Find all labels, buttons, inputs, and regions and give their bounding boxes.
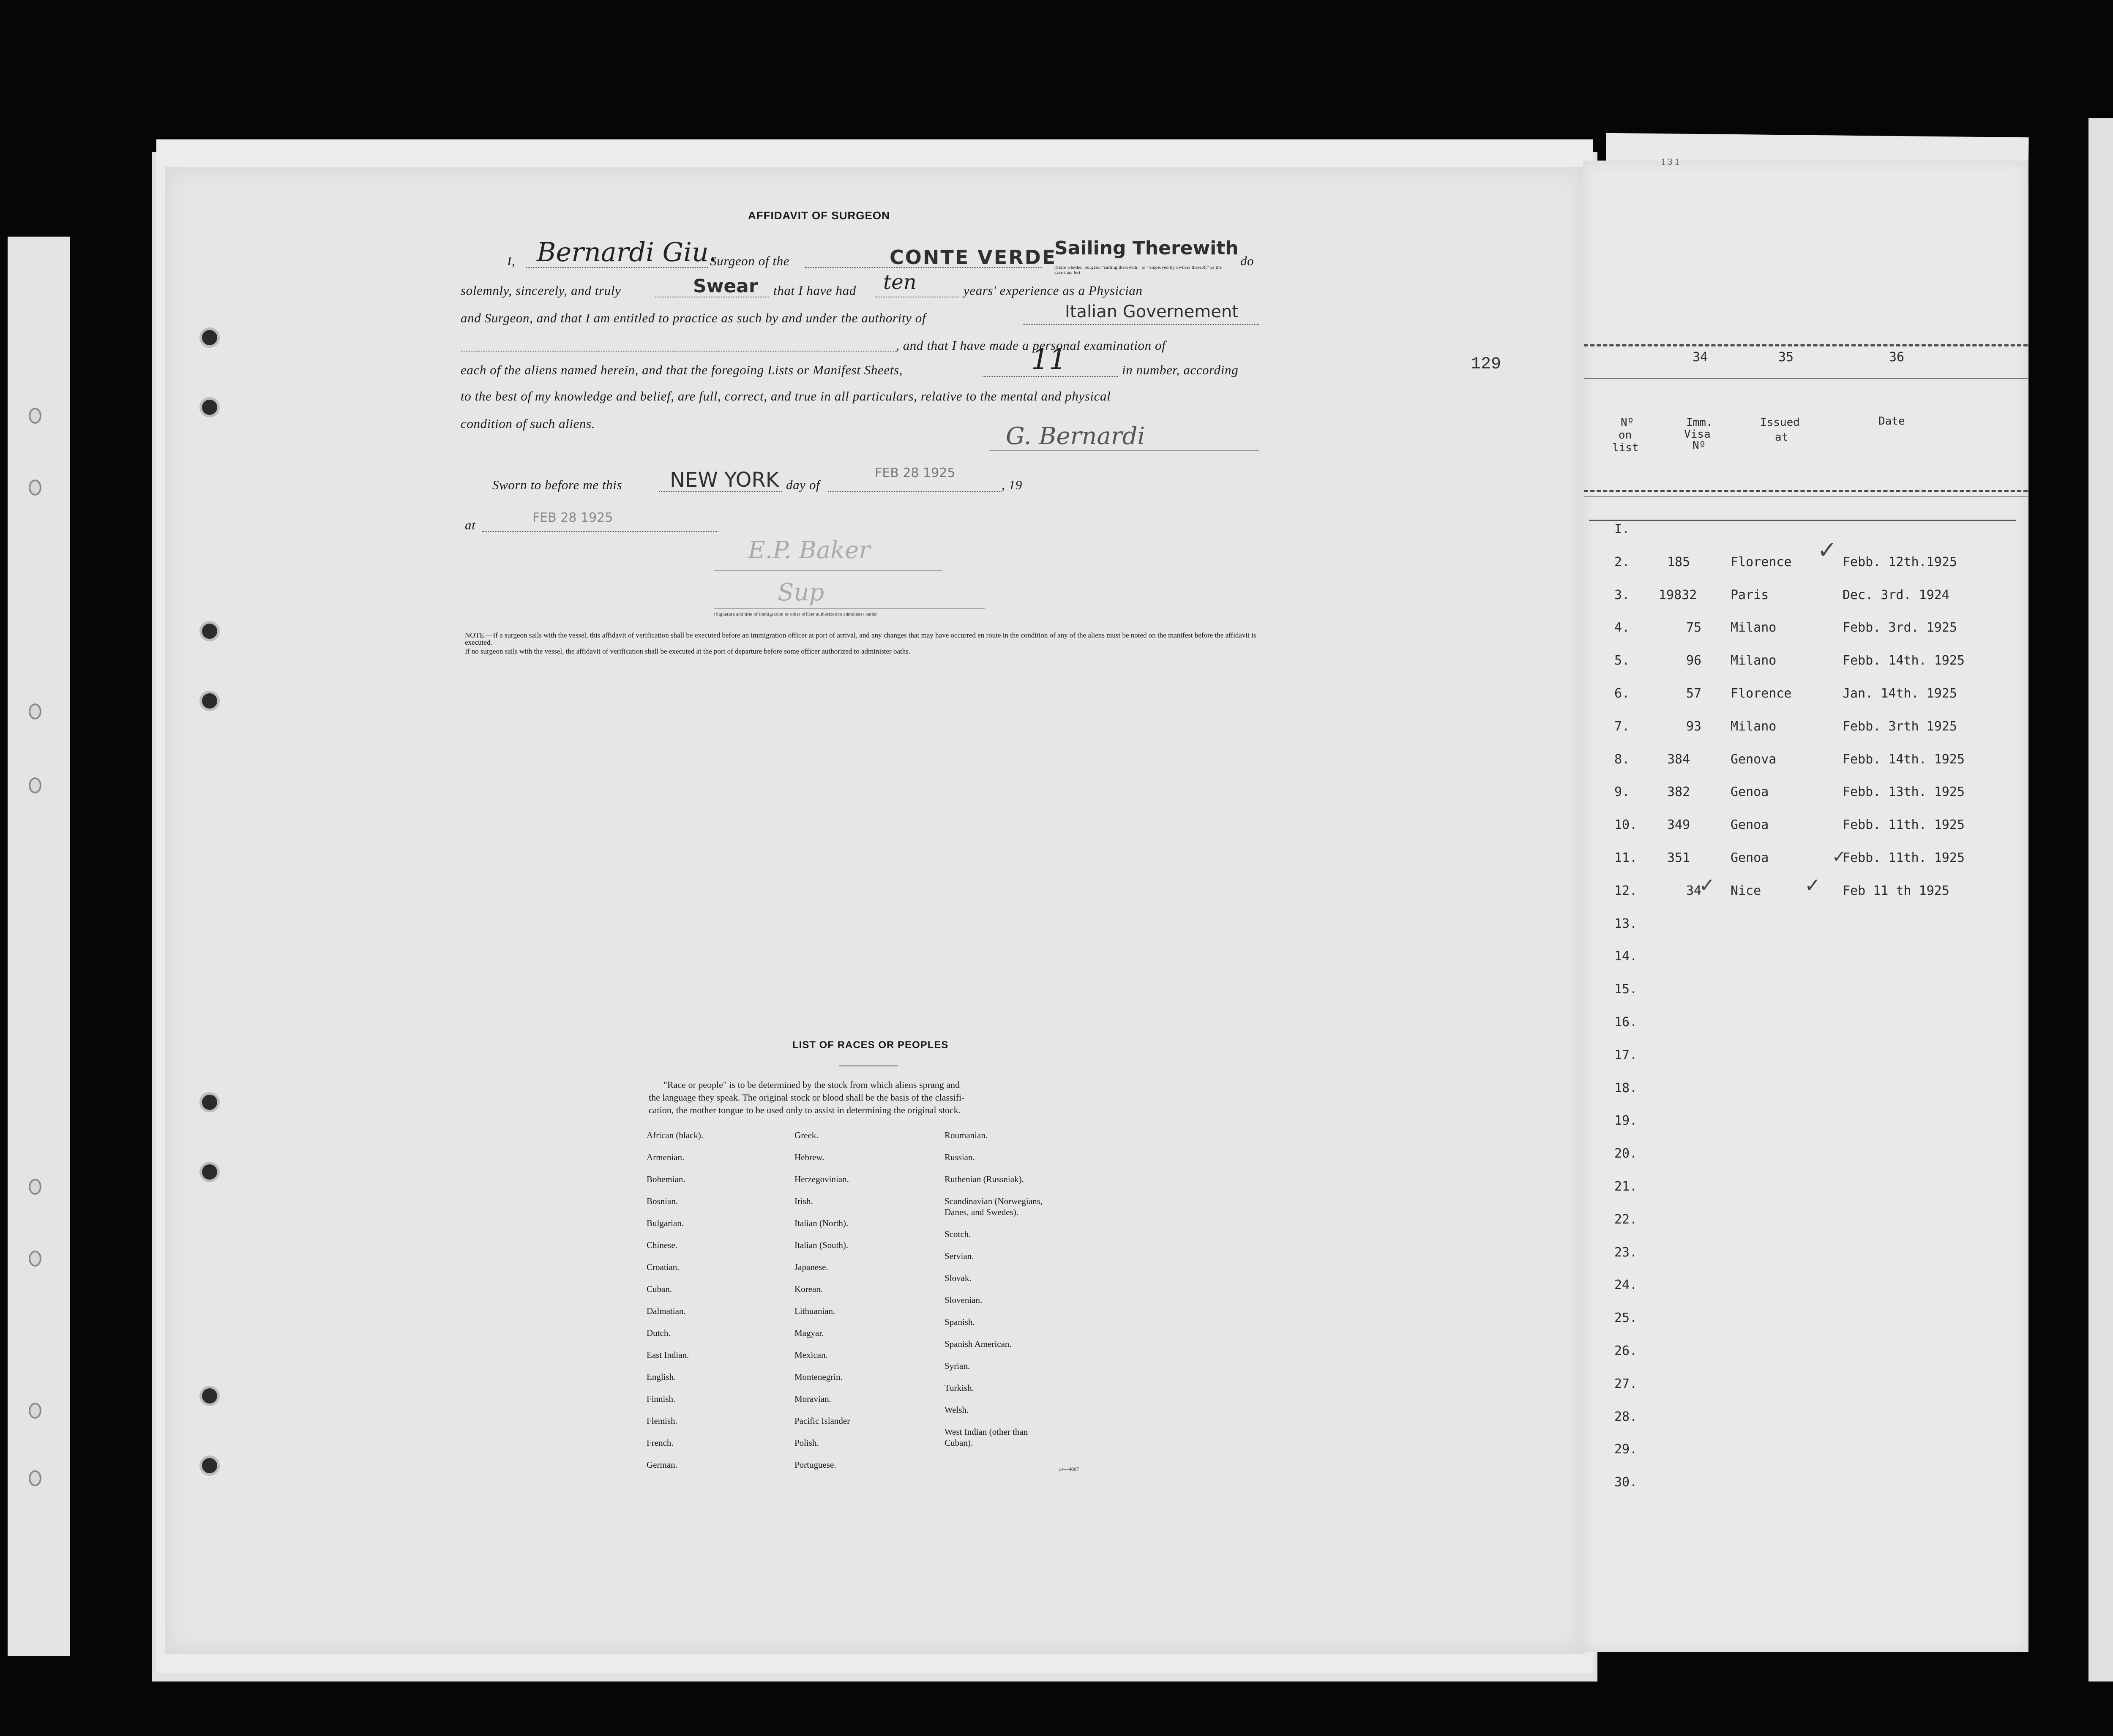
- race-entry: Slovak.: [945, 1273, 972, 1283]
- row-number: 30.: [1614, 1475, 1638, 1490]
- punch-hole: [199, 1455, 220, 1476]
- header-visa-line3: Nº: [1693, 439, 1706, 452]
- affidavit-note: NOTE.—If a surgeon sails with the vessel, this affidavit of verification shall be executed before an immigration officer at port of arrival, and any changes that may have occurred en route in the condition of any of the aliens must be noted on the manifest before the affidavit is executed.: [465, 631, 1256, 646]
- binder-hole: [29, 480, 41, 496]
- punch-hole: [199, 1386, 220, 1406]
- race-entry: Bulgarian.: [647, 1218, 684, 1228]
- race-entry: Pacific Islander: [794, 1416, 850, 1426]
- row-number: 28.: [1614, 1409, 1638, 1424]
- punch-hole: [199, 1092, 220, 1112]
- top-mark: 1 3 1: [1661, 156, 1679, 167]
- row-number: 25.: [1614, 1311, 1638, 1325]
- row-number: 8.: [1614, 752, 1630, 767]
- race-entry: Irish.: [794, 1196, 813, 1206]
- binder-hole: [29, 408, 41, 424]
- status-note: (State whether Surgeon "sailing therewith," or "employed by owners thereof," as the case may be): [1054, 265, 1222, 275]
- header-no-line1: Nº: [1621, 416, 1634, 429]
- header-visa-line1: Imm.: [1686, 416, 1713, 429]
- visa-number: 351: [1667, 850, 1690, 865]
- race-entry: Chinese.: [647, 1240, 677, 1250]
- race-entry: Bohemian.: [647, 1174, 685, 1184]
- row-number: 27.: [1614, 1376, 1638, 1391]
- visa-date: Febb. 14th. 1925: [1843, 653, 1965, 668]
- officer-caption: (Signature and title of immigration or other officer authorized to administer oaths): [714, 612, 878, 617]
- oath-type: Swear: [693, 275, 758, 297]
- visa-date: Jan. 14th. 1925: [1843, 686, 1957, 701]
- binder-hole: [29, 1179, 41, 1195]
- race-entry: Welsh.: [945, 1405, 969, 1415]
- affidavit-text: do: [1240, 253, 1254, 268]
- issued-at: Milano: [1731, 719, 1777, 734]
- row-number: 11.: [1614, 850, 1638, 865]
- row-number: 24.: [1614, 1278, 1638, 1292]
- race-entry: Spanish American.: [945, 1339, 1012, 1349]
- race-entry: Dutch.: [647, 1328, 671, 1338]
- visa-number: 185: [1667, 555, 1690, 570]
- visa-date: Febb. 12th.1925: [1843, 555, 1957, 570]
- affidavit-text: , 19: [1002, 477, 1022, 492]
- issued-at: Milano: [1731, 620, 1777, 635]
- row-number: 2.: [1614, 555, 1630, 570]
- row-number: I.: [1614, 522, 1630, 537]
- binder-hole: [29, 1251, 41, 1267]
- visa-number: 93: [1686, 719, 1702, 734]
- punch-hole: [199, 1162, 220, 1182]
- row-number: 17.: [1614, 1048, 1638, 1063]
- visa-number: 384: [1667, 752, 1690, 767]
- affidavit-text: in number, according: [1122, 362, 1239, 377]
- visa-number: 382: [1667, 785, 1690, 799]
- affidavit-text: Sworn to before me this: [492, 477, 622, 492]
- race-entry: Turkish.: [945, 1383, 974, 1393]
- affidavit-text: at: [465, 518, 476, 532]
- race-entry: French.: [647, 1438, 674, 1448]
- row-number: 14.: [1614, 949, 1638, 964]
- row-number: 7.: [1614, 719, 1630, 734]
- row-number: 20.: [1614, 1146, 1638, 1161]
- row-number: 5.: [1614, 653, 1630, 668]
- visa-number: 75: [1686, 620, 1702, 635]
- race-entry: Cuban).: [945, 1438, 973, 1448]
- race-entry: Portuguese.: [794, 1460, 836, 1470]
- punch-hole: [199, 621, 220, 641]
- race-entry: Russian.: [945, 1152, 975, 1162]
- races-intro: the language they speak. The original stock or blood shall be the basis of the classifi-: [649, 1092, 965, 1103]
- header-issued-line2: at: [1775, 431, 1788, 444]
- race-entry: Servian.: [945, 1251, 974, 1261]
- race-entry: Spanish.: [945, 1317, 975, 1327]
- race-entry: Montenegrin.: [794, 1372, 843, 1382]
- header-visa-line2: Visa: [1684, 428, 1711, 441]
- race-entry: Croatian.: [647, 1262, 680, 1272]
- issued-at: Milano: [1731, 653, 1777, 668]
- punch-hole: [199, 691, 220, 711]
- race-entry: Italian (South).: [794, 1240, 849, 1250]
- visa-date: Dec. 3rd. 1924: [1843, 588, 1949, 602]
- races-title: LIST OF RACES OR PEOPLES: [792, 1039, 949, 1051]
- race-entry: Hebrew.: [794, 1152, 824, 1162]
- surgeon-status: Sailing Therewith: [1054, 237, 1239, 259]
- header-no-line3: list: [1612, 441, 1639, 454]
- issued-at: Paris: [1731, 588, 1769, 602]
- row-number: 10.: [1614, 818, 1638, 832]
- row-number: 13.: [1614, 916, 1638, 931]
- row-number: 19.: [1614, 1113, 1638, 1128]
- issued-at: Genoa: [1731, 818, 1769, 832]
- header-date: Date: [1878, 415, 1905, 428]
- check-mark: ✓: [1805, 874, 1821, 897]
- visa-date: Febb. 3rd. 1925: [1843, 620, 1957, 635]
- affidavit-text: and Surgeon, and that I am entitled to practice as such by and under the authority of: [461, 311, 926, 325]
- years-experience: ten: [883, 270, 917, 294]
- row-number: 18.: [1614, 1081, 1638, 1096]
- race-entry: Danes, and Swedes).: [945, 1207, 1018, 1217]
- visa-number: 19832: [1659, 588, 1697, 602]
- at-date-stamp: FEB 28 1925: [532, 510, 613, 525]
- sworn-place: NEW YORK: [670, 468, 779, 492]
- affidavit-text: Surgeon of the: [710, 253, 790, 268]
- race-entry: Moravian.: [794, 1394, 831, 1404]
- row-number: 16.: [1614, 1015, 1638, 1030]
- check-mark: ✓: [1699, 874, 1715, 897]
- affidavit-text: each of the aliens named herein, and that the foregoing Lists or Manifest Sheets,: [461, 362, 903, 377]
- ship-name: CONTE VERDE: [890, 246, 1057, 269]
- race-entry: German.: [647, 1460, 677, 1470]
- header-issued-line1: Issued: [1760, 416, 1800, 429]
- affidavit-text: to the best of my knowledge and belief, are full, correct, and true in all particulars, relative to the mental and physical: [461, 389, 1111, 403]
- form-code: 14—4007: [1059, 1466, 1079, 1472]
- races-intro: "Race or people" is to be determined by the stock from which aliens sprang and: [663, 1079, 960, 1090]
- surgeon-signature: G. Bernardi: [1006, 422, 1145, 450]
- race-entry: English.: [647, 1372, 676, 1382]
- affidavit-text: that I have had: [773, 283, 856, 298]
- race-entry: Cuban.: [647, 1284, 672, 1294]
- row-number: 9.: [1614, 785, 1630, 799]
- race-entry: Italian (North).: [794, 1218, 849, 1228]
- affidavit-text: condition of such aliens.: [461, 416, 595, 431]
- issued-at: Florence: [1731, 555, 1792, 570]
- issued-at: Nice: [1731, 883, 1761, 898]
- race-entry: Magyar.: [794, 1328, 824, 1338]
- issued-at: Genova: [1731, 752, 1777, 767]
- race-entry: Flemish.: [647, 1416, 677, 1426]
- race-entry: Polish.: [794, 1438, 819, 1448]
- affidavit-note: If no surgeon sails with the vessel, the affidavit of verification shall be executed at the port of departure before some officer authorized to administer oaths.: [465, 647, 911, 655]
- row-number: 3.: [1614, 588, 1630, 602]
- visa-date: Febb. 11th. 1925: [1843, 850, 1965, 865]
- race-entry: Japanese.: [794, 1262, 828, 1272]
- row-number: 21.: [1614, 1179, 1638, 1194]
- left-binding-strip: [8, 237, 70, 1656]
- race-entry: Korean.: [794, 1284, 823, 1294]
- visa-number: 349: [1667, 818, 1690, 832]
- visa-date: Febb. 11th. 1925: [1843, 818, 1965, 832]
- visa-date: Febb. 13th. 1925: [1843, 785, 1965, 799]
- race-entry: Mexican.: [794, 1350, 828, 1360]
- visa-date: Febb. 14th. 1925: [1843, 752, 1965, 767]
- race-entry: Armenian.: [647, 1152, 685, 1162]
- race-entry: Ruthenian (Russniak).: [945, 1174, 1024, 1184]
- binder-hole: [29, 777, 41, 793]
- visa-date: Feb 11 th 1925: [1843, 883, 1949, 898]
- row-number: 15.: [1614, 982, 1638, 997]
- right-binding-strip: [2088, 118, 2113, 1681]
- column-number: 36: [1889, 350, 1905, 365]
- races-intro: cation, the mother tongue to be used only to assist in determining the original stock.: [649, 1105, 961, 1115]
- page-number: 129: [1471, 355, 1501, 374]
- affidavit-text: , and that I have made a personal examination of: [896, 338, 1166, 353]
- punch-hole: [199, 327, 220, 348]
- visa-number: 96: [1686, 653, 1702, 668]
- row-number: 12.: [1614, 883, 1638, 898]
- manifest-continuation-page: [1583, 161, 2028, 1652]
- officer-initials: Sup: [778, 579, 824, 606]
- race-entry: Scotch.: [945, 1229, 971, 1239]
- row-number: 4.: [1614, 620, 1630, 635]
- row-number: 22.: [1614, 1212, 1638, 1227]
- issued-at: Genoa: [1731, 785, 1769, 799]
- issued-at: Florence: [1731, 686, 1792, 701]
- affidavit-text: day of: [786, 477, 820, 492]
- race-entry: West Indian (other than: [945, 1427, 1028, 1437]
- affidavit-title: AFFIDAVIT OF SURGEON: [748, 209, 890, 222]
- surgeon-name: Bernardi Giu.: [537, 237, 717, 267]
- affidavit-text: I,: [507, 253, 516, 268]
- race-entry: Greek.: [794, 1130, 819, 1140]
- race-entry: African (black).: [647, 1130, 704, 1140]
- visa-number: 34: [1686, 883, 1702, 898]
- visa-number: 57: [1686, 686, 1702, 701]
- row-number: 6.: [1614, 686, 1630, 701]
- officer-signature: E.P. Baker: [748, 537, 870, 564]
- affidavit-text: years' experience as a Physician: [964, 283, 1143, 298]
- column-number: 35: [1778, 350, 1794, 365]
- race-entry: Bosnian.: [647, 1196, 678, 1206]
- authority: Italian Governement: [1065, 302, 1239, 322]
- visa-date: Febb. 3rth 1925: [1843, 719, 1957, 734]
- issued-at: Genoa: [1731, 850, 1769, 865]
- check-mark: ✓: [1832, 847, 1846, 867]
- race-entry: Syrian.: [945, 1361, 970, 1371]
- manifest-sheet-count: 11: [1031, 343, 1067, 376]
- race-entry: Dalmatian.: [647, 1306, 686, 1316]
- binder-hole: [29, 703, 41, 719]
- row-number: 26.: [1614, 1344, 1638, 1358]
- race-entry: Lithuanian.: [794, 1306, 835, 1316]
- race-entry: East Indian.: [647, 1350, 689, 1360]
- punch-hole: [199, 397, 220, 417]
- race-entry: Slovenian.: [945, 1295, 983, 1305]
- race-entry: Finnish.: [647, 1394, 676, 1404]
- race-entry: Herzegovinian.: [794, 1174, 849, 1184]
- binder-hole: [29, 1403, 41, 1419]
- header-no-line2: on: [1619, 429, 1632, 441]
- check-mark: ✓: [1817, 537, 1837, 564]
- affidavit-text: solemnly, sincerely, and truly: [461, 283, 621, 298]
- column-number: 34: [1693, 350, 1708, 365]
- binder-hole: [29, 1470, 41, 1486]
- row-number: 29.: [1614, 1442, 1638, 1457]
- race-entry: Roumanian.: [945, 1130, 988, 1140]
- sworn-date-stamp: FEB 28 1925: [875, 466, 955, 480]
- race-entry: Scandinavian (Norwegians,: [945, 1196, 1043, 1206]
- row-number: 23.: [1614, 1245, 1638, 1260]
